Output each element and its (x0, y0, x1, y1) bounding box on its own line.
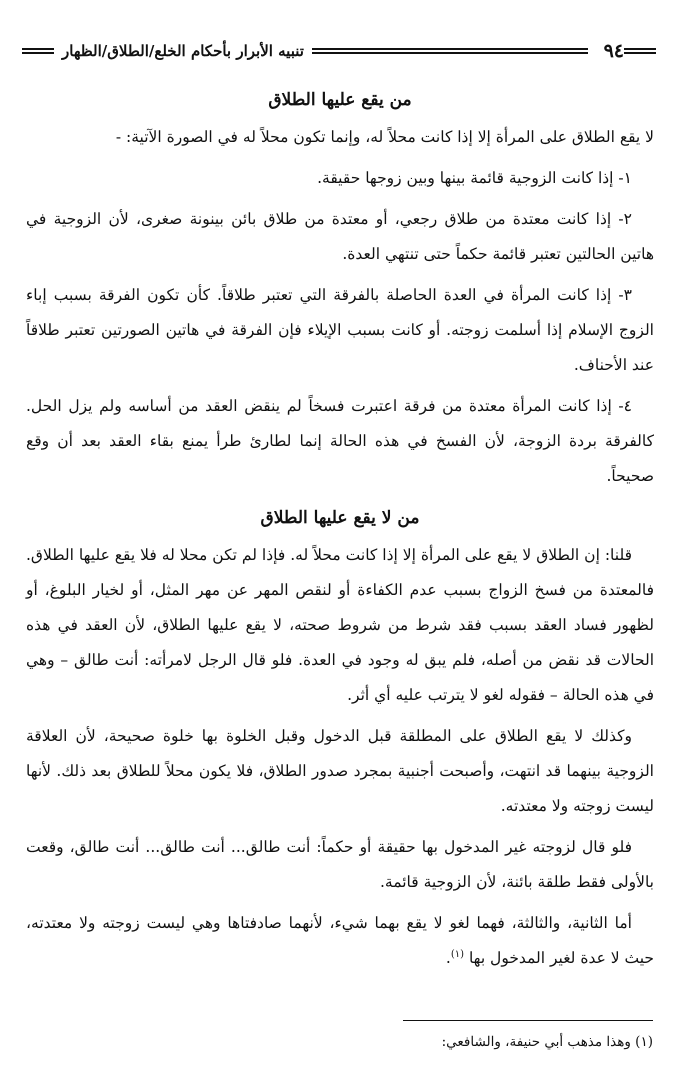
section-heading-applies: من يقع عليها الطلاق (268, 90, 412, 110)
paragraph: وكذلك لا يقع الطلاق على المطلقة قبل الدخول وقبل الخلوة بها خلوة صحيحة، لأن العلاقة الزوجية بينهما قد انتهت، وأصبحت أجنبية بمجرد صدور الطلاق، فلا يكون محلاً للطلاق بعد ذلك. لأنها ليست زوجته ولا معتدته. (26, 727, 654, 815)
last-paragraph-text: أما الثانية، والثالثة، فهما لغو لا يقع بهما شيء، لأنهما صادفتاها وهي ليست زوجته ولا معتدته، حيث لا عدة لغير المدخول بها (26, 914, 654, 967)
footnote-ref[interactable]: (١) (450, 948, 465, 960)
list-item: ٤- إذا كانت المرأة معتدة من فرقة اعتبرت فسخاً لم ينقض العقد من أساسه ولم يزل الحل. كالفرقة بردة الزوجة، لأن الفسخ في هذه الحالة إنما لطارئ طرأ يمنع بقاء العقد بعد أن وقع صحيحاً. (26, 397, 654, 485)
page-header (22, 36, 656, 66)
footnote-divider (403, 1020, 653, 1021)
section-heading-not-applies: من لا يقع عليها الطلاق (260, 508, 420, 528)
list-item: ٣- إذا كانت المرأة في العدة الحاصلة بالفرقة التي تعتبر طلاقاً. كأن تكون الفرقة بسبب إباء الزوج الإسلام إذا أسلمت زوجته. أو كانت بسبب الإيلاء فإن الفرقة في هاتين الصورتين تعتبر طلاقاً عند الأحناف. (26, 286, 654, 374)
paragraph: فلو قال لزوجته غير المدخول بها حقيقة أو حكماً: أنت طالق... أنت طالق... أنت طالق، وقعت بالأولى فقط طلقة بائنة، لأن الزوجية قائمة. (26, 838, 654, 891)
page-number: ٩٤ (603, 40, 624, 62)
section1-intro: لا يقع الطلاق على المرأة إلا إذا كانت محلاً له، وإنما تكون محلاً له في الصورة الآتية: - (115, 128, 654, 146)
paragraph: قلنا: إن الطلاق لا يقع على المرأة إلا إذا كانت محلاً له. فإذا لم تكن محلا له فلا يقع عليها الطلاق. فالمعتدة من فسخ الزواج بسبب عدم الكفاءة أو لنقص المهر عن مهر المثل، أو لخيار البلوغ، أو لظهور فساد العقد بسبب فقد شرط من شروط صحته، لا يقع عليها الطلاق، لأن العقد في هذه الحالات قد نقض من أصله، فلم يبق له وجود في العدة. فلو قال الرجل لامرأته: أنت طالق – وهي في هذه الحالة – فقوله لغو لا يترتب عليه أي أثر. (26, 546, 654, 704)
header-rule-left (22, 48, 54, 54)
list-item: ١- إذا كانت الزوجية قائمة بينها وبين زوجها حقيقة. (317, 169, 632, 187)
header-rule-right (624, 48, 656, 54)
list-item: ٢- إذا كانت معتدة من طلاق رجعي، أو معتدة من طلاق بائن بينونة صغرى، لأن الزوجية في هاتين الحالتين تعتبر قائمة حكماً حتى تنتهي العدة. (26, 210, 654, 263)
running-title: تنبيه الأبرار بأحكام الخلع/الطلاق/الظهار (62, 42, 304, 60)
header-rule-middle (312, 48, 588, 54)
page-body (26, 80, 654, 982)
footnote: (١) وهذا مذهب أبي حنيفة، والشافعي: (441, 1034, 653, 1050)
paragraph: أما الثانية، والثالثة، فهما لغو لا يقع بهما شيء، لأنهما صادفتاها وهي ليست زوجته ولا معتدته، حيث لا عدة لغير المدخول بها $^{(١)}$. (26, 914, 654, 967)
